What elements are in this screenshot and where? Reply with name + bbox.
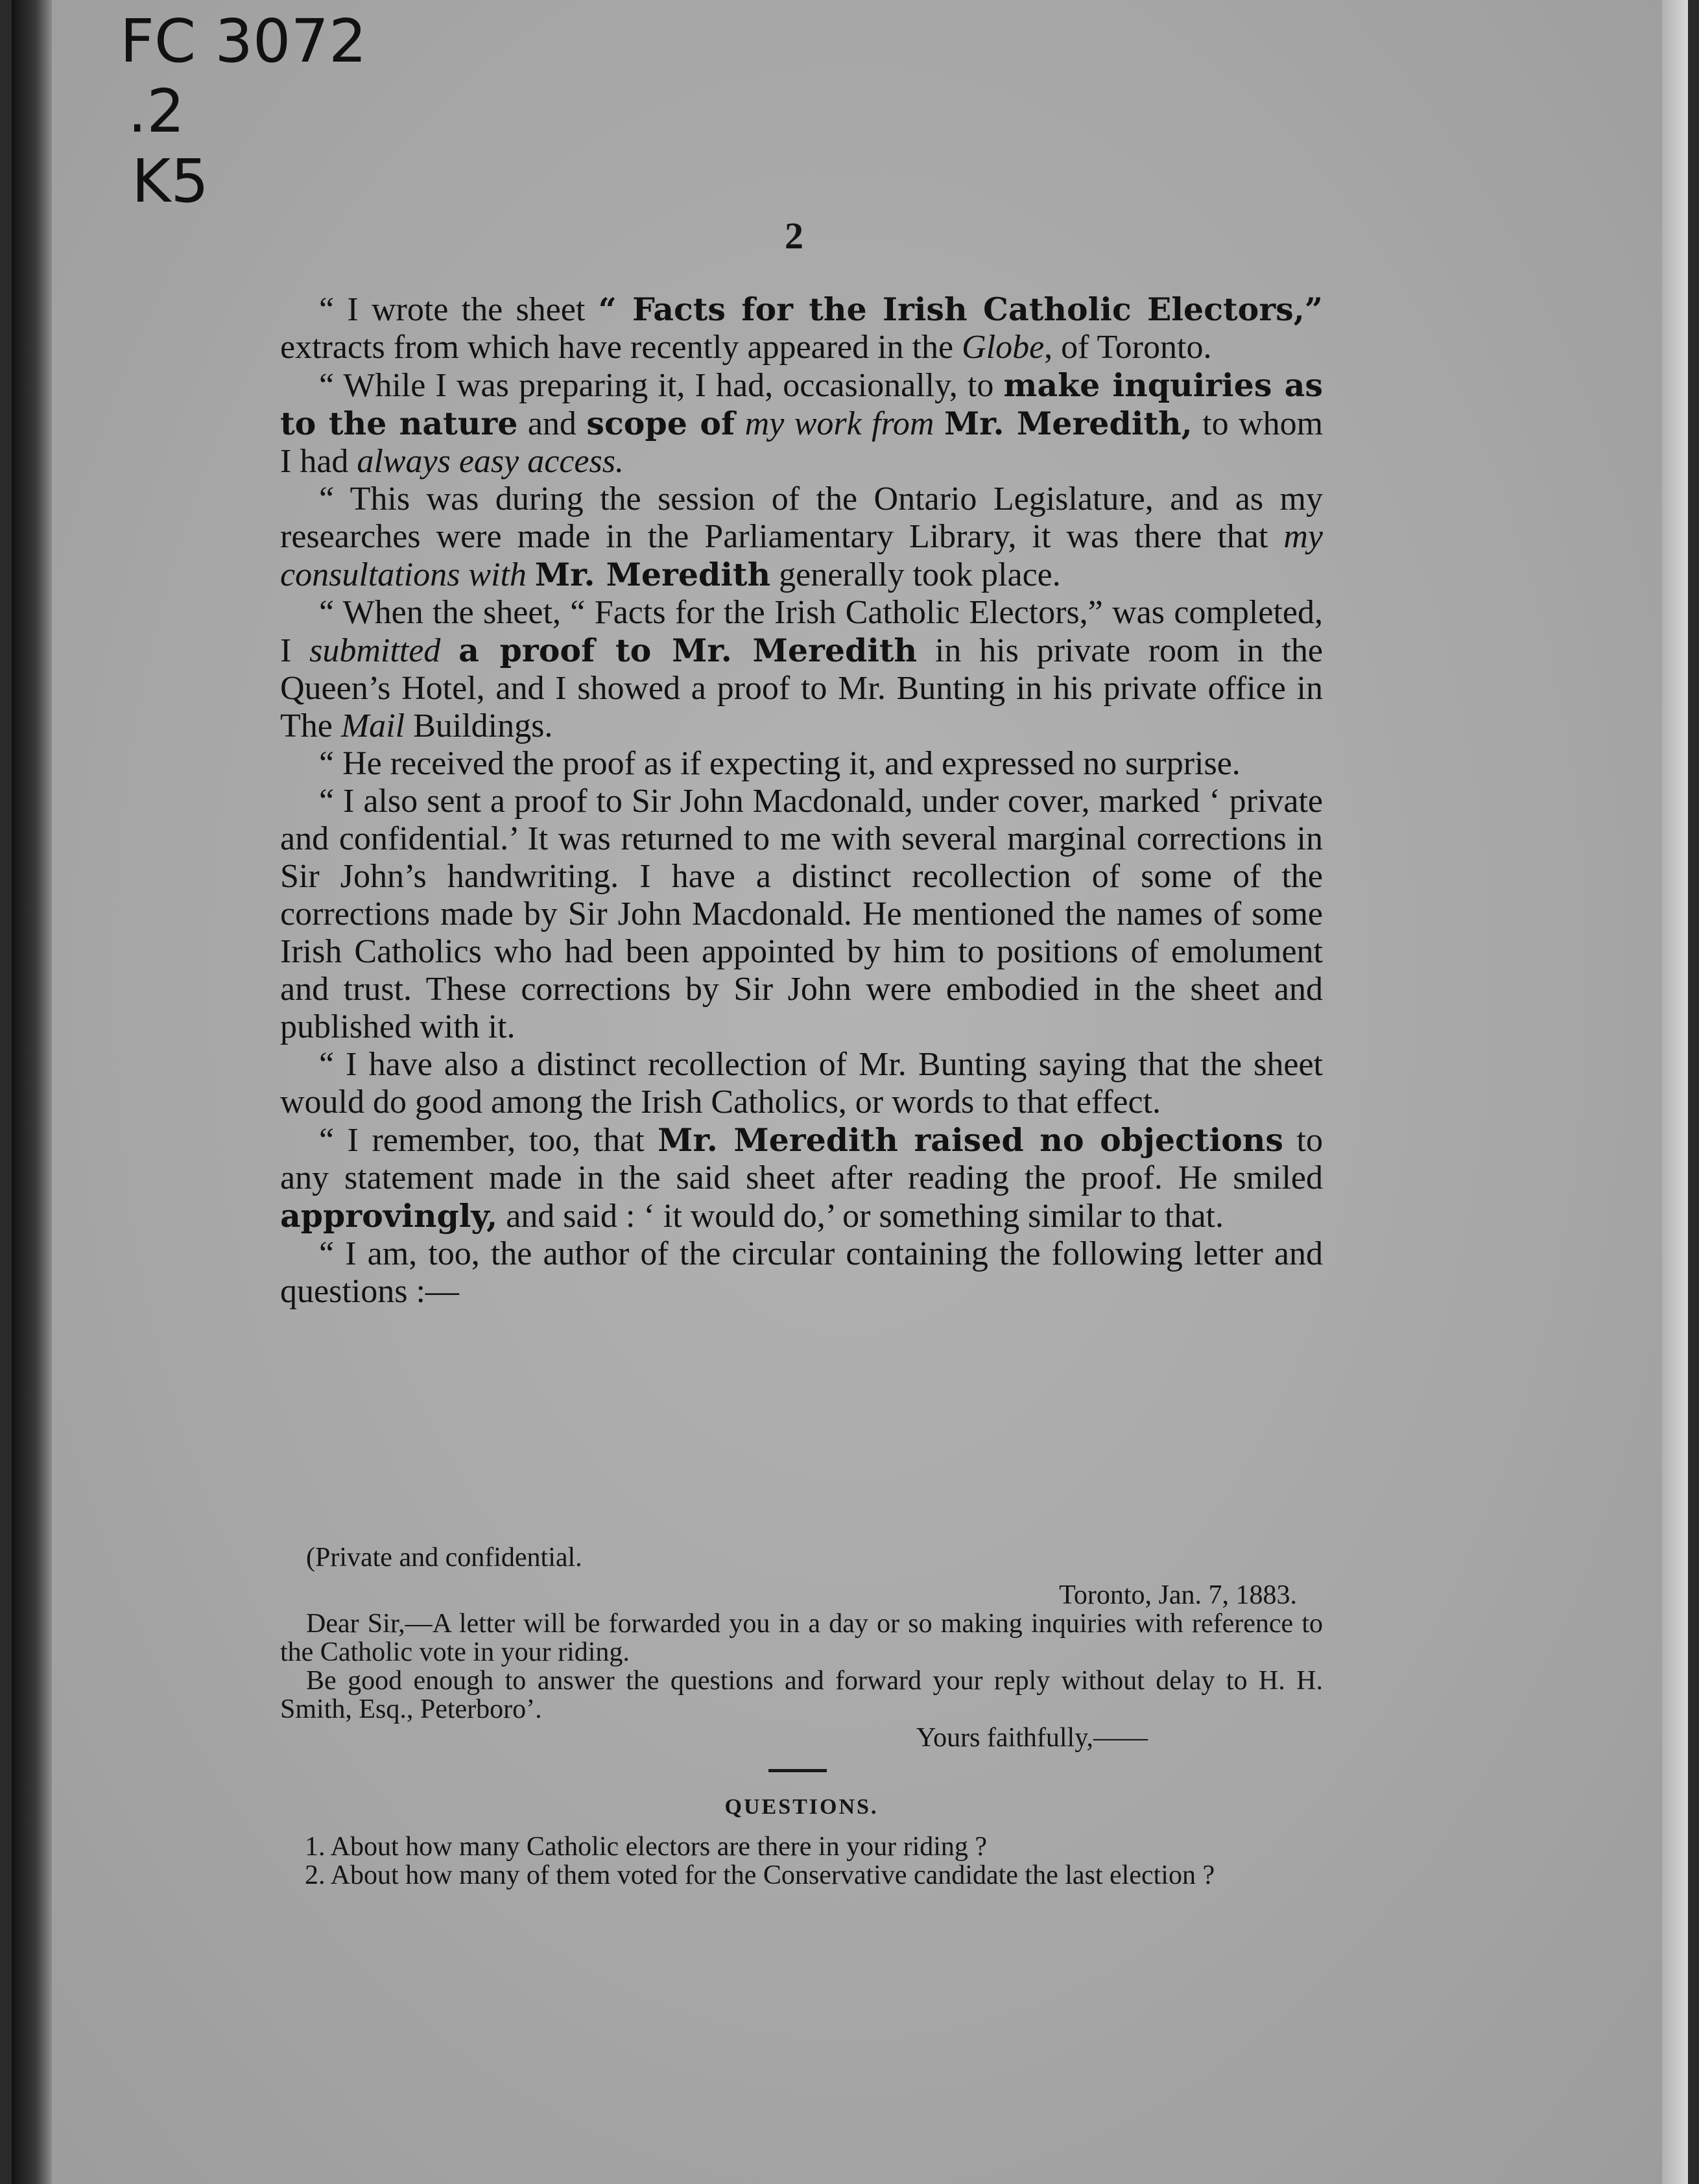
bold-text-run: make inquiries as to the nature [280, 366, 1323, 442]
text-run: “ When the sheet, “ Facts for the Irish Catholic Electors,” was completed, I [280, 594, 1323, 669]
paragraph [280, 366, 1323, 481]
italic-text-run: Globe [962, 329, 1045, 366]
letter-closing: Yours faithfully,—— [916, 1723, 1148, 1753]
italic-text-run: my consultations with [280, 518, 1323, 593]
text-run: in his private room in the Queen’s Hotel, and I showed a proof to Mr. Bunting in his private office in The [280, 632, 1324, 744]
handwritten-call-number [120, 6, 367, 217]
text-run: “ I also sent a proof to Sir John Macdonald, under cover, marked ‘ private and confidential.’ It was returned to me with several marginal corrections in Sir John’s handwriting. I have a distinct recollection of some of the corrections made by Sir John Macdonald. He mentioned the names of some Irish Catholics who had been appointed by him to positions of emolument and trust. These corrections by Sir John were embodied in the sheet and published with it. [280, 783, 1323, 1045]
letter-body: Dear Sir,—A letter will be forwarded you in a day or so making inquiries with reference to the Catholic vote in your riding. [280, 1609, 1323, 1667]
call-number-line: FC 3072 [120, 6, 367, 76]
bold-text-run: Mr. Meredith [534, 556, 771, 593]
italic-text-run: my work from [744, 405, 934, 442]
circular-letter [280, 1543, 1323, 1752]
bold-text-run: “ Facts for the Irish Catholic Electors,” [598, 291, 1323, 328]
letter-dateline: Toronto, Jan. 7, 1883. [1059, 1580, 1297, 1610]
text-run: “ He received the proof as if expecting it, and expressed no surprise. [319, 745, 1241, 782]
paragraph [280, 291, 1323, 366]
section-divider [768, 1769, 827, 1772]
page-edge-shadow [12, 0, 52, 2184]
text-run: to any statement made in the said sheet after reading the proof. He smiled [280, 1122, 1323, 1196]
text-run [735, 405, 744, 442]
paragraph [280, 745, 1323, 783]
italic-text-run: always easy access. [357, 443, 624, 480]
text-run: and said : ‘ it would do,’ or something similar to that. [497, 1198, 1224, 1235]
paragraph [280, 1235, 1323, 1311]
questions-list [280, 1833, 1323, 1890]
text-run [527, 556, 535, 593]
call-number-line: K5 [132, 147, 209, 216]
question-item: 1. About how many Catholic electors are there in your riding ? [305, 1832, 988, 1862]
text-run: “ This was during the session of the Ontario Legislature, and as my researches were made in the Parliamentary Library, it was there that [280, 481, 1323, 555]
call-number-line: .2 [128, 77, 185, 146]
paragraph [280, 594, 1323, 745]
bold-text-run: Mr. Meredith, [944, 405, 1193, 442]
questions-heading: QUESTIONS. [724, 1795, 879, 1819]
paragraph [280, 1046, 1323, 1121]
text-run: , of Toronto. [1044, 329, 1212, 366]
italic-text-run: submitted [309, 632, 441, 669]
text-run: “ I remember, too, that [319, 1122, 658, 1159]
page-edge-highlight [1662, 0, 1688, 2184]
text-run: and [517, 405, 587, 442]
text-run: “ While I was preparing it, I had, occasionally, to [319, 367, 1004, 404]
page-number: 2 [785, 215, 803, 257]
text-run: extracts from which have recently appeared in the [280, 329, 962, 366]
bold-text-run: Mr. Meredith raised no objections [658, 1121, 1284, 1159]
bold-text-run: a proof to Mr. Meredith [458, 632, 918, 669]
bold-text-run: approvingly, [280, 1197, 498, 1235]
paragraph [280, 783, 1323, 1046]
text-run [934, 405, 944, 442]
text-run: “ I am, too, the author of the circular containing the following letter and questions :— [280, 1235, 1323, 1310]
italic-text-run: Mail [340, 707, 405, 744]
letter-body: Be good enough to answer the questions and forward your reply without delay to H. H. Smith, Esq., Peterboro’. [280, 1666, 1323, 1724]
text-run: “ I have also a distinct recollection of Mr. Bunting saying that the sheet would do good among the Irish Catholics, or words to that effect. [280, 1046, 1323, 1121]
question-item: 2. About how many of them voted for the Conservative candidate the last election ? [305, 1860, 1215, 1890]
paragraph [280, 481, 1323, 594]
paragraph [280, 1121, 1323, 1235]
letter-private-note: (Private and confidential. [306, 1543, 582, 1573]
text-run: Buildings. [405, 707, 553, 744]
text-run: to whom I had [280, 405, 1324, 480]
text-run: generally took place. [770, 556, 1061, 593]
text-run: “ I wrote the sheet [319, 291, 599, 328]
text-run [440, 632, 458, 669]
body-text [280, 291, 1323, 1311]
bold-text-run: scope of [586, 405, 735, 442]
